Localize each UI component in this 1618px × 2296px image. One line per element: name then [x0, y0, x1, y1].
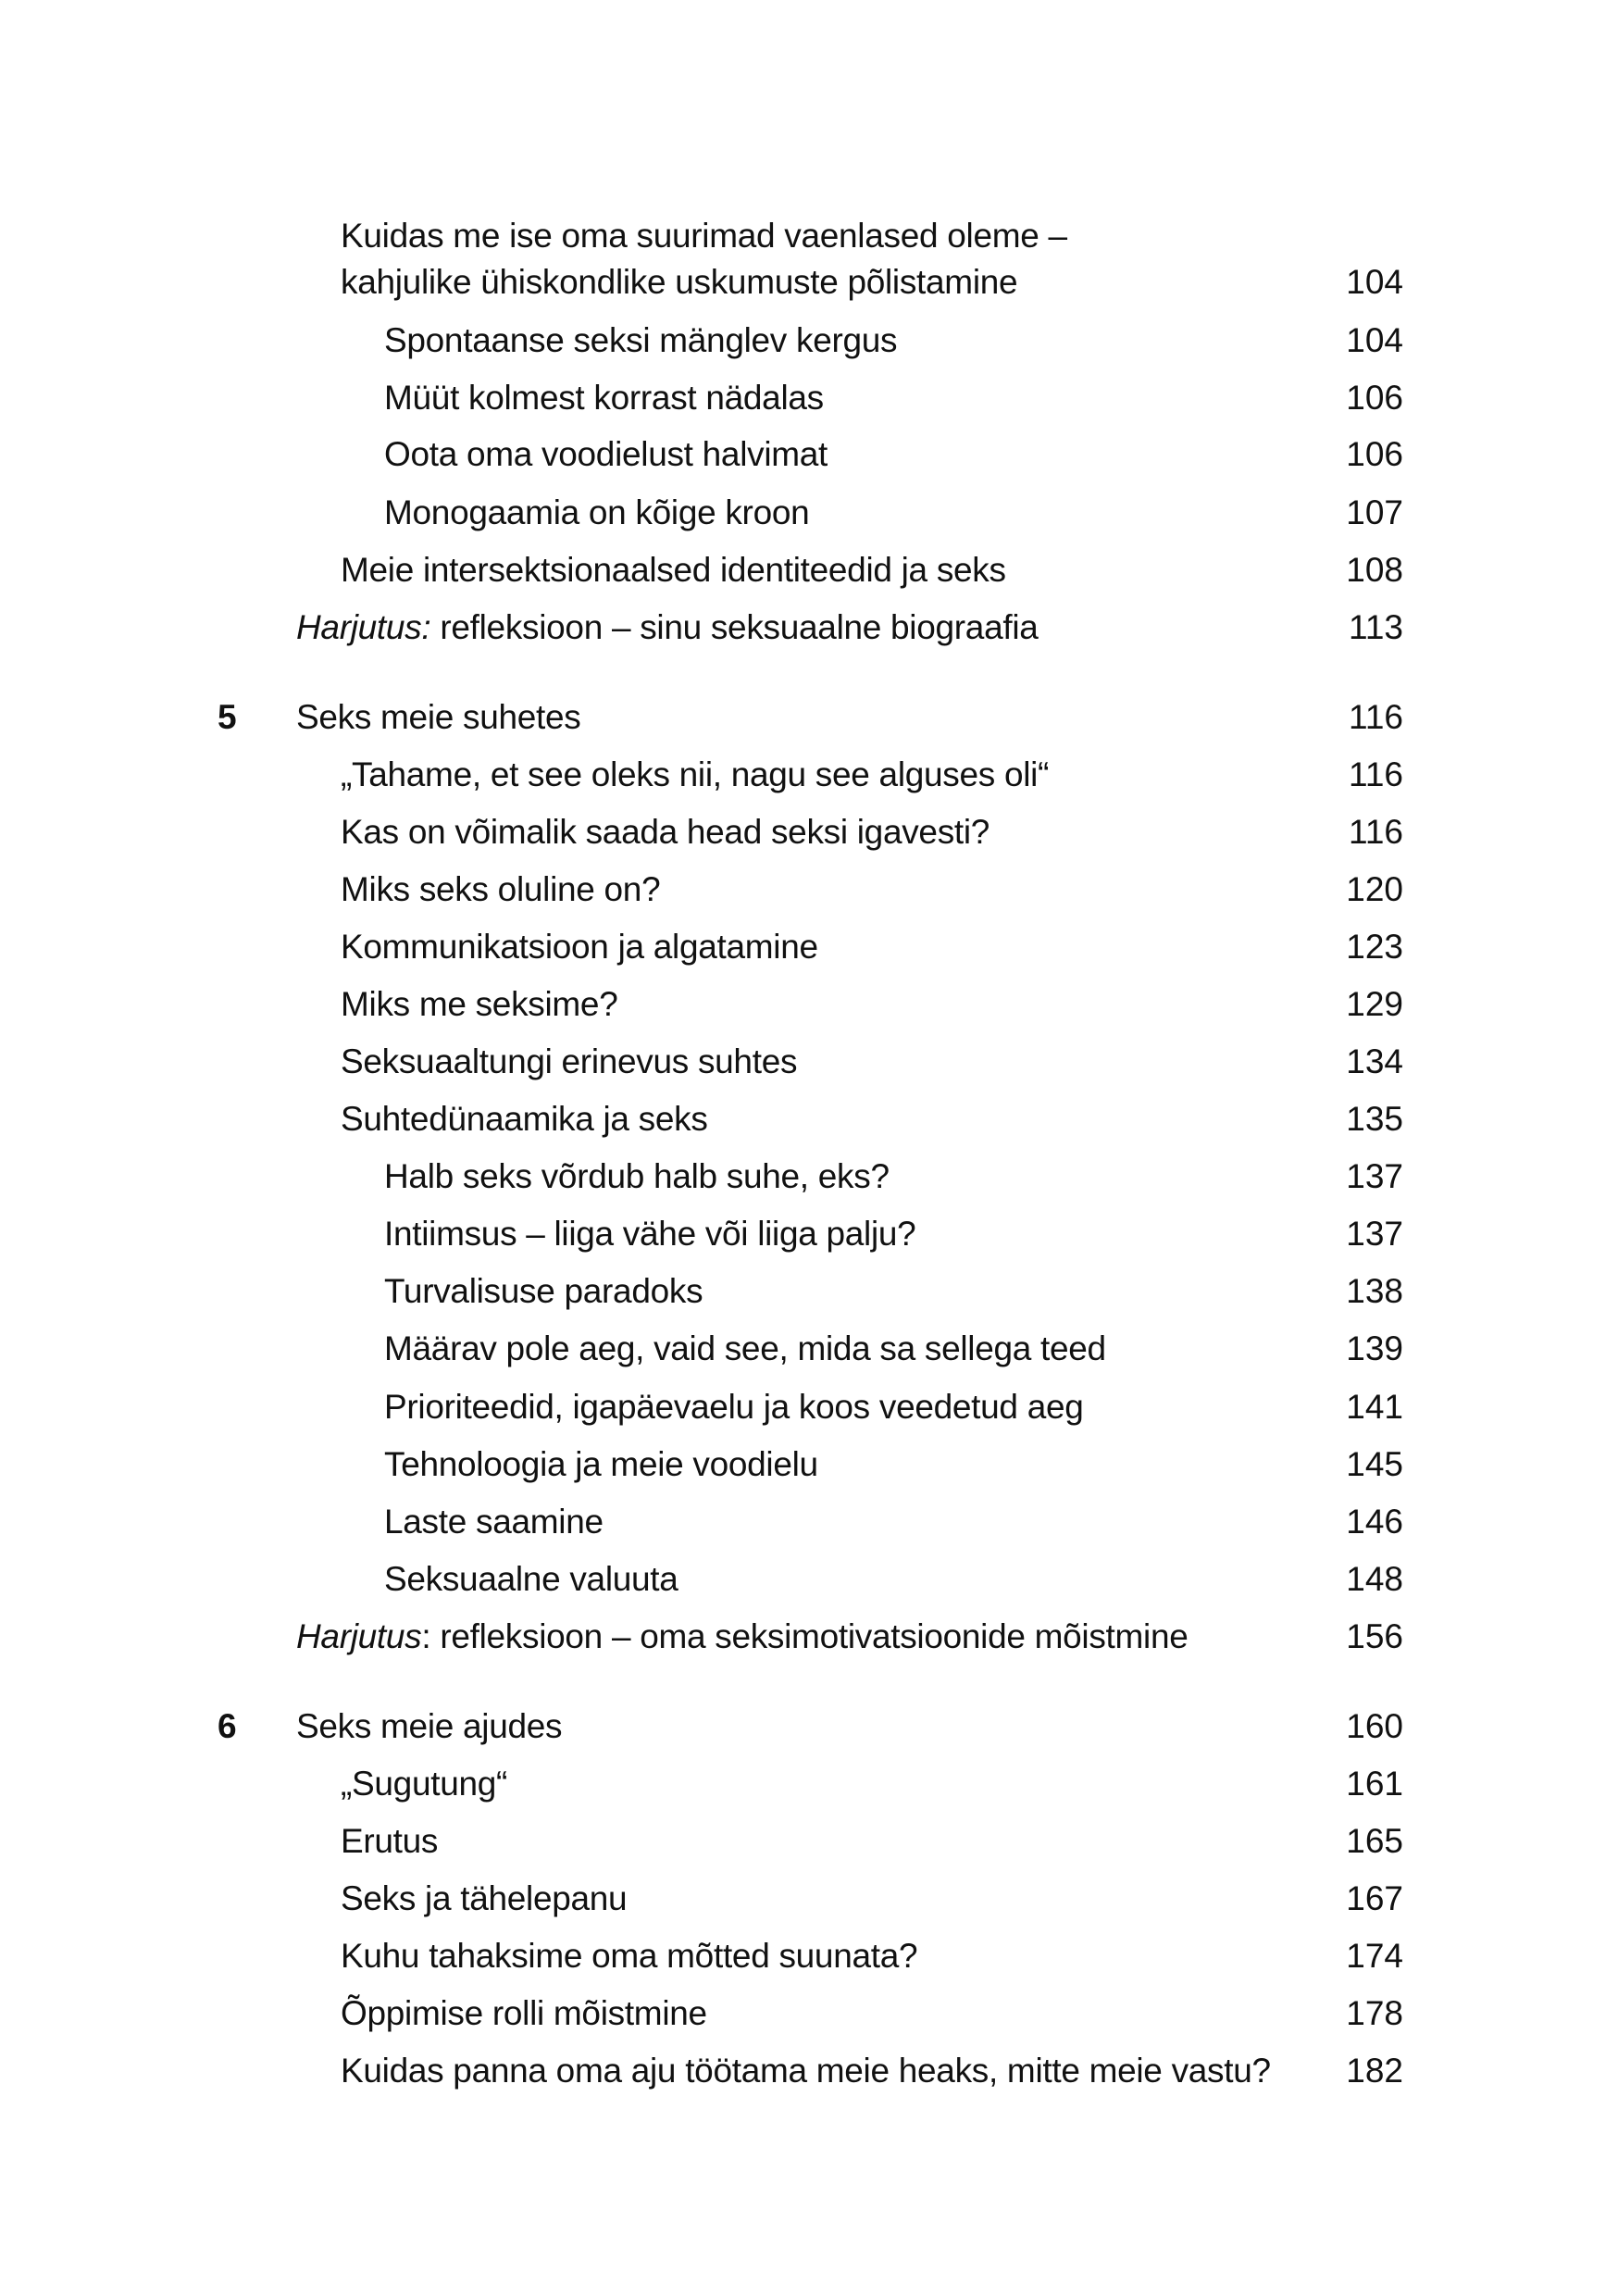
toc-entry-page: 108 [1346, 551, 1403, 589]
toc-entry-page: 145 [1346, 1445, 1403, 1483]
toc-entry [0, 312, 1618, 369]
toc-chapter [0, 689, 1618, 746]
exercise-text: : refleksioon – oma seksimotivatsioonide mõistmine [421, 1617, 1189, 1655]
toc-entry [0, 1985, 1618, 2042]
toc-exercise-entry [0, 1608, 1618, 1666]
exercise-label: Harjutus [296, 1617, 422, 1655]
toc-entry-page: 106 [1346, 435, 1403, 473]
chapter-title: Seks meie ajudes [296, 1707, 563, 1745]
toc-entry [0, 484, 1618, 542]
exercise-label: Harjutus: [296, 608, 431, 646]
toc-entry-title: Määrav pole aeg, vaid see, mida sa sellega teed [384, 1329, 1106, 1367]
toc-entry-page: 116 [1349, 755, 1403, 793]
toc-entry [0, 1379, 1618, 1436]
toc-entry-page: 156 [1346, 1617, 1403, 1655]
toc-entry-title: „Tahame, et see oleks nii, nagu see alguses oli“ [341, 755, 1050, 793]
toc-entry-title: Kuhu tahaksime oma mõtted suunata? [341, 1937, 918, 1975]
toc-entry [0, 1493, 1618, 1551]
toc-entry-page: 174 [1346, 1937, 1403, 1975]
toc-entry-title: Seksuaaltungi erinevus suhtes [341, 1042, 798, 1080]
toc-entry-title [296, 1608, 1189, 1666]
toc-entry-title: kahjulike ühiskondlike uskumuste põlistamine [341, 263, 1018, 301]
toc-entry-page: 141 [1346, 1388, 1403, 1426]
toc-entry [0, 976, 1618, 1033]
toc-chapter [0, 1698, 1618, 1755]
toc-entry-title: Intiimsus – liiga vähe või liiga palju? [384, 1215, 916, 1253]
chapter-number: 6 [218, 1707, 237, 1745]
toc-entry-title: Kuidas me ise oma suurimad vaenlased oleme – [341, 217, 1067, 255]
toc-entry-page: 146 [1346, 1503, 1403, 1541]
toc-entry [0, 804, 1618, 861]
toc-entry-page: 137 [1346, 1215, 1403, 1253]
toc-entry-page: 107 [1346, 493, 1403, 531]
toc-entry-page: 137 [1346, 1157, 1403, 1195]
toc-entry [0, 1755, 1618, 1813]
toc-entry [0, 1263, 1618, 1320]
toc-entry [0, 2042, 1618, 2100]
toc-entry-page: 148 [1346, 1560, 1403, 1598]
toc-entry [0, 1091, 1618, 1148]
toc-entry-page: 178 [1346, 1994, 1403, 2032]
toc-entry-title: Spontaanse seksi mänglev kergus [384, 321, 898, 359]
toc-entry-title: Erutus [341, 1822, 439, 1860]
toc-entry [0, 1033, 1618, 1091]
toc-entry [0, 918, 1618, 976]
toc-entry [0, 426, 1618, 483]
toc-entry-page: 116 [1349, 698, 1403, 736]
toc-entry-title: Monogaamia on kõige kroon [384, 493, 810, 531]
toc-entry-page: 116 [1349, 813, 1403, 851]
toc-entry [0, 861, 1618, 918]
toc-entry-page: 182 [1346, 2052, 1403, 2090]
toc-entry-title: Seksuaalne valuuta [384, 1560, 678, 1598]
toc-entry-page: 135 [1346, 1100, 1403, 1138]
toc-exercise-entry [0, 599, 1618, 656]
toc-entry-title: Miks seks oluline on? [341, 870, 661, 908]
toc-entry-page: 167 [1346, 1879, 1403, 1917]
toc-entry-page: 165 [1346, 1822, 1403, 1860]
toc-entry-page: 123 [1346, 928, 1403, 966]
toc-entry-title: Meie intersektsionaalsed identiteedid ja seks [341, 551, 1006, 589]
toc-entry [0, 1870, 1618, 1928]
toc-entry [0, 542, 1618, 599]
toc-entry-title: Seks ja tähelepanu [341, 1879, 628, 1917]
toc-entry-title: Kas on võimalik saada head seksi igavesti? [341, 813, 990, 851]
toc-entry [0, 746, 1618, 804]
toc-entry-title: Suhtedünaamika ja seks [341, 1100, 708, 1138]
toc-entry-page: 104 [1346, 263, 1403, 301]
toc-entry [0, 1320, 1618, 1378]
toc-entry-title: Turvalisuse paradoks [384, 1272, 703, 1310]
toc-entry-page: 106 [1346, 379, 1403, 417]
exercise-text: refleksioon – sinu seksuaalne biograafia [430, 608, 1039, 646]
toc-entry [0, 254, 1618, 311]
toc-entry-title: Kuidas panna oma aju töötama meie heaks, mitte meie vastu? [341, 2052, 1271, 2090]
chapter-title: Seks meie suhetes [296, 698, 581, 736]
toc-entry-page: 160 [1346, 1707, 1403, 1745]
toc-entry-title: Halb seks võrdub halb suhe, eks? [384, 1157, 890, 1195]
toc-entry-title: Kommunikatsioon ja algatamine [341, 928, 818, 966]
toc-entry [0, 1148, 1618, 1205]
toc-entry-page: 104 [1346, 321, 1403, 359]
toc-entry-page: 139 [1346, 1329, 1403, 1367]
toc-entry-title: Müüt kolmest korrast nädalas [384, 379, 824, 417]
chapter-number: 5 [218, 698, 237, 736]
toc-entry [0, 1205, 1618, 1263]
toc-entry-page: 138 [1346, 1272, 1403, 1310]
toc-entry-page: 129 [1346, 985, 1403, 1023]
toc-entry-title: Prioriteedid, igapäevaelu ja koos veedetud aeg [384, 1388, 1084, 1426]
toc-entry [0, 369, 1618, 427]
toc-entry-title: Õppimise rolli mõistmine [341, 1994, 707, 2032]
toc-entry [0, 1813, 1618, 1870]
toc-entry-page: 161 [1346, 1765, 1403, 1803]
toc-entry-page: 134 [1346, 1042, 1403, 1080]
toc-entry-title: „Sugutung“ [341, 1765, 508, 1803]
toc-entry [0, 1928, 1618, 1985]
toc-entry-page: 113 [1349, 608, 1403, 646]
toc-entry-title: Miks me seksime? [341, 985, 618, 1023]
toc-entry-title: Oota oma voodielust halvimat [384, 435, 828, 473]
toc-entry [0, 1551, 1618, 1608]
toc-entry-title: Laste saamine [384, 1503, 604, 1541]
toc-entry-title: Tehnoloogia ja meie voodielu [384, 1445, 818, 1483]
toc-entry-title [296, 599, 1039, 656]
toc-entry [0, 1436, 1618, 1493]
toc-entry-page: 120 [1346, 870, 1403, 908]
